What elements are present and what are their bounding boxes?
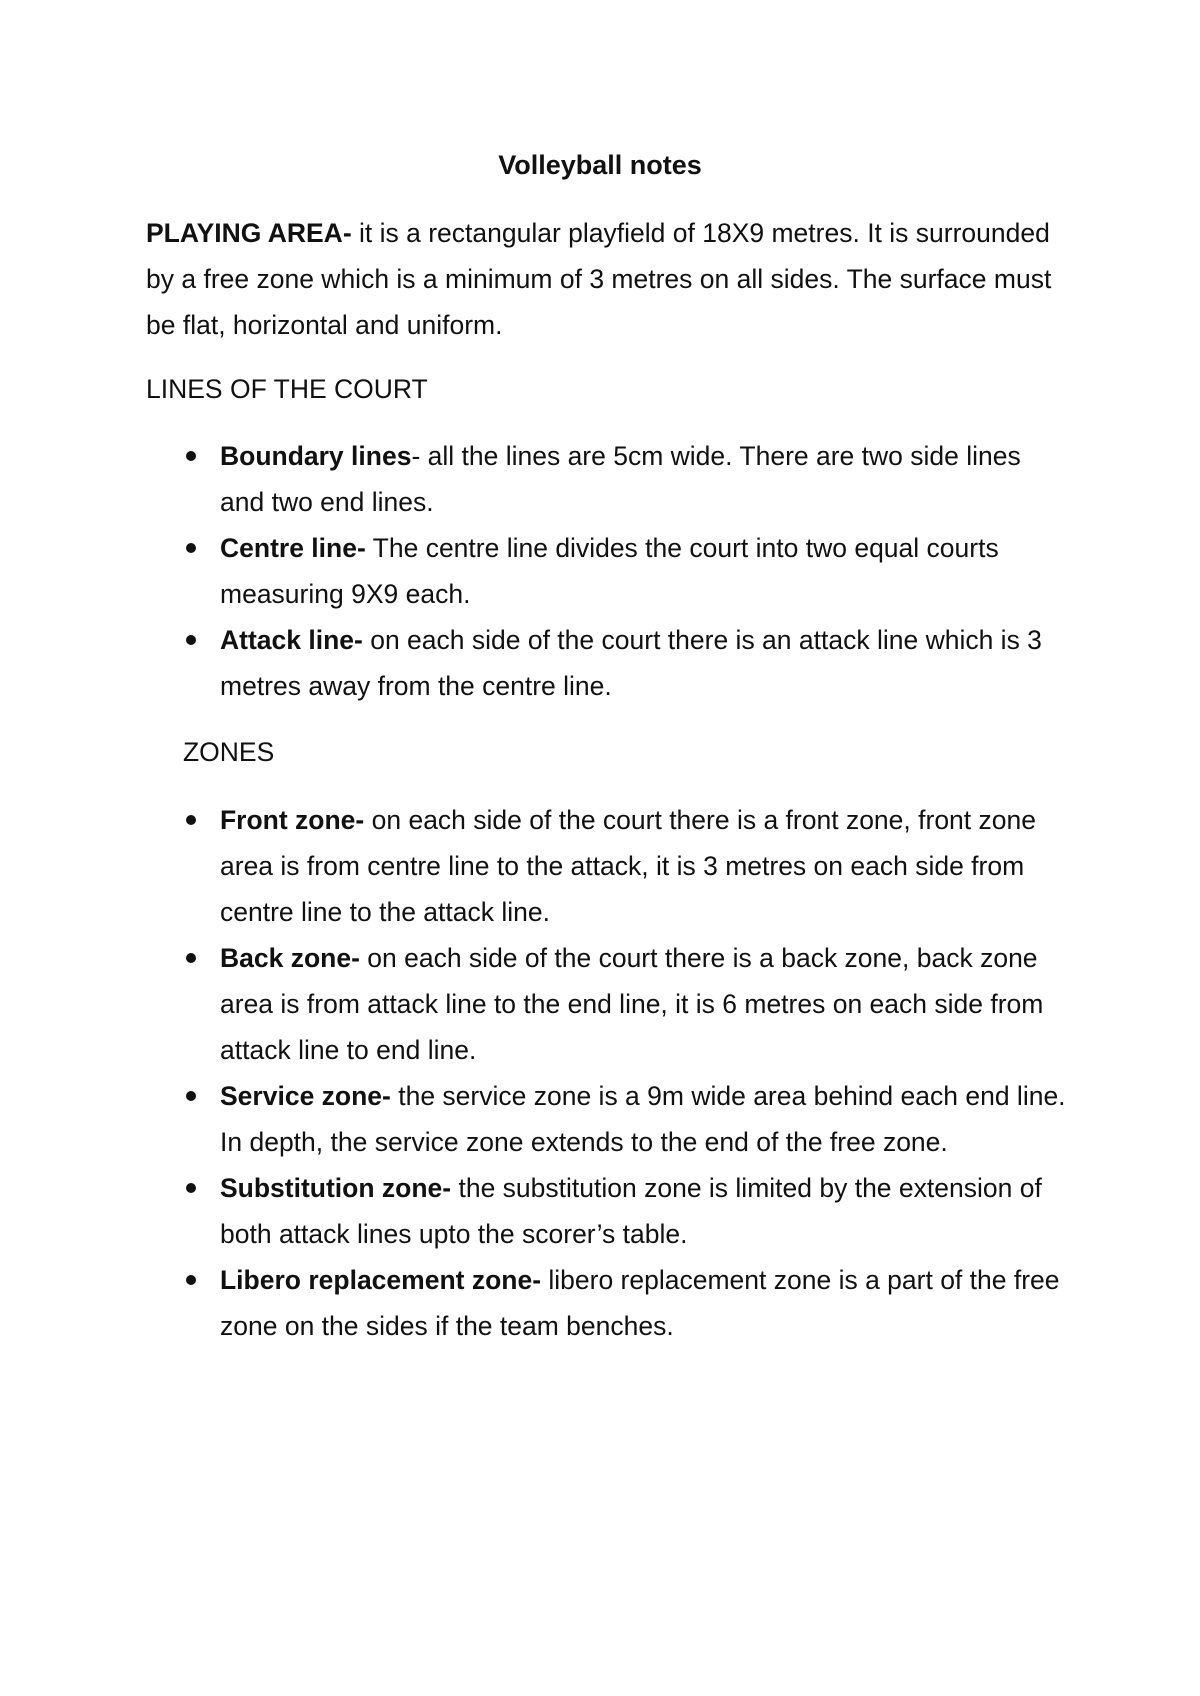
item-term: Service zone- — [220, 1081, 391, 1111]
zones-heading: ZONES — [183, 737, 275, 767]
list-item — [220, 797, 1070, 935]
list-item — [220, 1165, 1070, 1257]
item-text: - all the lines are 5cm wide. There are two side lines and two end lines. — [220, 441, 1021, 517]
lines-heading: LINES OF THE COURT — [146, 374, 428, 404]
list-item — [220, 433, 1070, 525]
item-term: Boundary lines — [220, 441, 412, 471]
bullet-icon — [186, 953, 196, 963]
zones-list — [220, 797, 1070, 1349]
intro-lead: PLAYING AREA- — [146, 218, 352, 248]
item-text: on each side of the court there is a front zone, front zone area is from centre line to the attack, it is 3 metres on each side from centre line to the attack line. — [220, 805, 1036, 927]
intro-paragraph — [146, 210, 1076, 348]
bullet-icon — [186, 1275, 196, 1285]
item-text: the substitution zone is limited by the extension of both attack lines upto the scorer’s table. — [220, 1173, 1042, 1249]
item-text: on each side of the court there is an attack line which is 3 metres away from the centre line. — [220, 625, 1042, 701]
bullet-icon — [186, 815, 196, 825]
list-item — [220, 525, 1070, 617]
bullet-icon — [186, 451, 196, 461]
item-text: on each side of the court there is a back zone, back zone area is from attack line to the end line, it is 6 metres on each side from attack line to end line. — [220, 943, 1044, 1065]
list-item — [220, 1073, 1070, 1165]
item-term: Libero replacement zone- — [220, 1265, 542, 1295]
bullet-icon — [186, 1183, 196, 1193]
bullet-icon — [186, 1091, 196, 1101]
item-term: Substitution zone- — [220, 1173, 452, 1203]
bullet-icon — [186, 543, 196, 553]
item-term: Attack line- — [220, 625, 363, 655]
list-item — [220, 935, 1070, 1073]
item-text: libero replacement zone is a part of the free zone on the sides if the team benches. — [220, 1265, 1060, 1341]
lines-list — [220, 433, 1070, 709]
item-text: The centre line divides the court into two equal courts measuring 9X9 each. — [220, 533, 999, 609]
item-text: the service zone is a 9m wide area behind each end line. In depth, the service zone extends to the end of the free zone. — [220, 1081, 1066, 1157]
item-term: Front zone- — [220, 805, 365, 835]
list-item — [220, 1257, 1070, 1349]
list-item — [220, 617, 1070, 709]
intro-text: it is a rectangular playfield of 18X9 metres. It is surrounded by a free zone which is a minimum of 3 metres on all sides. The surface must be flat, horizontal and uniform. — [146, 218, 1052, 340]
bullet-icon — [186, 635, 196, 645]
item-term: Centre line- — [220, 533, 366, 563]
page-title: Volleyball notes — [498, 150, 702, 180]
item-term: Back zone- — [220, 943, 360, 973]
